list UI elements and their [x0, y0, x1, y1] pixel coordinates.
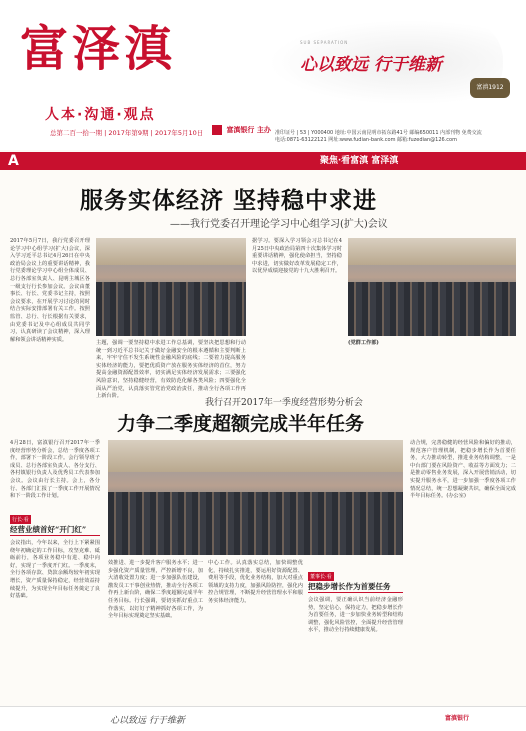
article1-column-4: [348, 340, 516, 382]
contact-info: [275, 130, 520, 144]
article2-column-tag1: 会议指出，今年以来，全行上下紧紧围绕年初确定的工作目标，攻坚克难、砥砺前行，各项业务稳中有进、稳中向好，实现了一季度开门红。一季度末，全行各项存款、贷款余额均较年初实现增长，资产质量保持稳定，经营效益持续提升，为实现全年目标任务奠定了良好基础。: [10, 540, 100, 600]
article2-column-1: 4月28日，富滇银行召开2017年一季度经营形势分析会，总结一季度各项工作，部署下一阶段工作。会行领导班子成员、总行各部室负责人、各分支行、各村镇银行负责人及优秀员工代表参加会议。会议由行长主持。会上，各分行、各部门汇报了一季度工作开展情况和下一阶段工作计划。: [10, 440, 100, 500]
motto: 心以致远 行于维新: [300, 55, 442, 75]
divider: [308, 592, 403, 593]
bank-logo-icon: [212, 125, 222, 135]
article2-column-4: 动合规，完善稳健的经营风险和偏好的推动，规范客户管理机制，把稳步增长作为首要任务，大力推动转型，推进业务结构调整，一是中台部门要在风险资产、收益等方面发力；二是推动零售业务发展，深入开展营销活动，切实提升服务水平，进一步加强一季度各项工作情况总结，统一思想凝聚共识，确保全面完成半年目标任务。(办公室): [410, 440, 516, 500]
divider: [10, 535, 100, 536]
host-bank-name: 富滇银行: [226, 126, 255, 134]
article2-photo: [108, 440, 403, 555]
issue-info: 总第二百一拾一期 | 2017年第9期 | 2017年5月10日: [50, 129, 204, 137]
article1-column-2: 主题，强调一要坚持稳中求进工作总基调，要坚决把思想和行动统一到习近平总书记关于做好金融安全的根本遵循和主要判断上来，牢牢守住不发生系统性金融风险的底线；二要着力提高服务实体经济的能力，要把优质资产放在服务实体经济的首位，努力提高金融资源配置效率，切实满足实体经济发展需求；三要强化风险意识，坚持稳健经营，有效防范化解各类风险；四要强化全面从严治党，认真落实管党治党政治责任，推动全行各项工作再上新台阶。: [96, 340, 246, 400]
tag-chairman: 董事长·看: [310, 574, 332, 580]
article1-column-3: 据学习。要深入学习领会习总书记在4月25日中央政治局第四十次集体学习时重要讲话精神，强化使命担当，坚持稳中求进，切实做好改革发展稳定工作，以优异成绩迎接党的十九大胜利召开。: [252, 238, 342, 275]
article1-subhead: ——我行党委召开理论学习中心组学习(扩大)会议: [170, 219, 388, 230]
article2-column-2: 效推进、进一步提升客户服务水平；进一步强化资产质量管理，严控新增不良，加大清收处置力度；进一步加强队伍建设，激发员工干事创业热情，推动全行各项工作再上新台阶，确保二季度超额完成半年任务目标。行长强调，要切实抓好重点工作落实，以钉钉子精神抓好各项工作，为全年目标实现奠定坚实基础。: [108, 560, 203, 620]
footer-bank: 富滇银行: [445, 715, 470, 722]
section-bar: [0, 152, 526, 170]
contact-line-2: 电话:0871-63122121 网址:www.fudian-bank.com 邮箱:fuzedian@126.com: [275, 137, 457, 143]
slogan: 人本·沟通·观点: [45, 107, 156, 123]
article1-photo-2: [348, 238, 516, 336]
anniversary-badge: 富滇1912: [470, 78, 510, 98]
article1-column-1: 2017年5月7日，我行党委召开理论学习中心组学习(扩大)会议，深入学习近平总书记4月26日在中央政治局会议上的重要讲话精神，我行党委理论学习中心组全体成员、总行各部室负责人、昆明主城区各一级支行行长参加会议。会议由董事长、行长、党委书记主持，按照会议要求，在开展学习讨论的同时结合实际安排部署有关工作。按照监管、总行、行长根据有关要求，由党委书记及中心组成员共同学习，认真研读了会议精神，深入理解和领会讲话精神实质。: [10, 238, 90, 343]
article2-kicker: 我行召开2017年一季度经营形势分析会: [205, 398, 363, 408]
host-bank: [212, 125, 271, 135]
tag-chairman-heading: 把稳步增长作为首要任务: [308, 582, 391, 591]
tag-president: 行长·看: [12, 517, 29, 523]
footer: [0, 706, 526, 731]
section-letter: A: [8, 153, 19, 169]
article1-byline: (党群工作部): [348, 340, 379, 346]
article2-headline: 力争二季度超额完成半年任务: [117, 413, 365, 435]
article1-headline: 服务实体经济 坚持稳中求进: [80, 187, 378, 214]
footer-motto: 心以致远 行于维新: [110, 716, 185, 726]
newspaper-title: 富泽滇: [20, 21, 177, 77]
contact-line-1: 准印证号 | 53 | Y000400 地址:中国云南昆明市拓东路41号 邮编650011 内部刊物 免费交流: [275, 130, 482, 136]
motto-subtext: SUB SEPARATION: [300, 40, 349, 45]
article2-column-tag2: 会议强调，要正确认识当前经济金融形势，坚定信心，保持定力，把稳步增长作为首要任务，进一步加快业务转型和结构调整，强化风险管控，全面提升经营管理水平，推动全行持续健康发展。: [308, 597, 403, 634]
article2-column-3: 中心工作。认真落实总结，加快调整优化，持续扎实推进，要运用好资源配置、费用等手段，优化业务结构，加大对重点领域的支持力度，加强风险防控，强化内控合规管理，不断提升经营管理水平和服务实体经济能力。: [208, 560, 303, 604]
tag-president-heading: 经营业绩首好“开门红”: [10, 525, 87, 534]
article1-photo: [96, 238, 246, 336]
host-label: 主办: [256, 126, 271, 134]
masthead: [0, 0, 526, 150]
section-title: 聚焦·看富滇 富泽滇: [320, 156, 399, 166]
